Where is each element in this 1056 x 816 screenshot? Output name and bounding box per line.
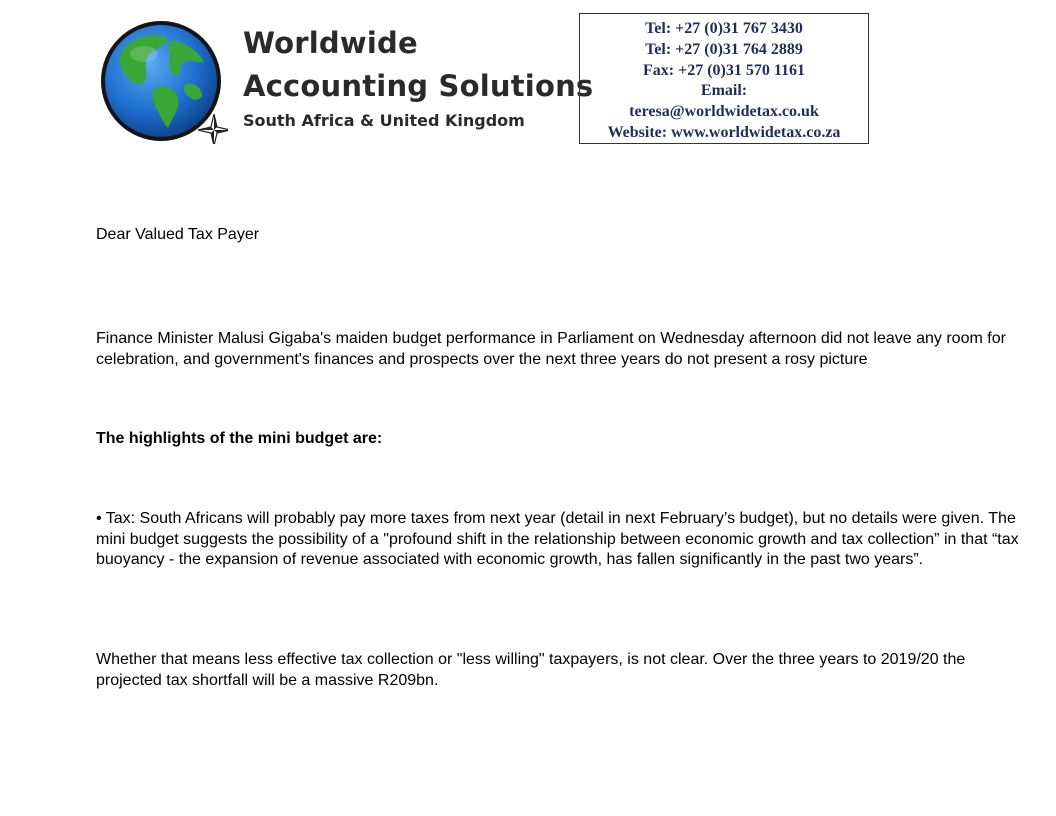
intro-paragraph: Finance Minister Malusi Gigaba's maiden budget performance in Parliament on Wednesday afternoon did not leave any room for celebration, and government's finances and prospects over the next three years do not present a rosy picture: [96, 330, 1006, 368]
phone-line-2: Tel: +27 (0)31 764 2889: [645, 40, 803, 58]
brand-tagline: South Africa & United Kingdom: [243, 111, 525, 130]
letter-greeting: Dear Valued Tax Payer: [96, 226, 260, 243]
shortfall-paragraph: Whether that means less effective tax collection or "less willing" taxpayers, is not clear. Over the three years to 2019/20 the projected tax shortfall will be a massive R209bn.: [96, 651, 966, 689]
company-logo: [98, 12, 594, 147]
phone-line-1: Tel: +27 (0)31 767 3430: [645, 20, 803, 37]
website-line: Website: www.worldwidetax.co.za: [607, 123, 841, 141]
highlights-heading: The highlights of the mini budget are:: [96, 430, 383, 447]
globe-icon: [98, 18, 228, 144]
tax-bullet-paragraph: • Tax: South Africans will probably pay more taxes from next year (detail in next February’s budget), but no details were given. The mini budget suggests the possibility of a "profound shift in the relationship between economic growth and tax collection” in that “tax buoyancy - the expansion of revenue associated with economic growth, has fallen significantly in the past two years”.: [96, 510, 1019, 568]
brand-name-line2: Accounting Solutions: [243, 69, 594, 103]
fax-line: Fax: +27 (0)31 570 1161: [643, 61, 805, 79]
brand-name-line1: Worldwide: [243, 26, 418, 60]
email-address: teresa@worldwidetax.co.uk: [629, 103, 819, 121]
email-label: Email:: [700, 82, 748, 100]
contact-info-box: [579, 13, 869, 144]
